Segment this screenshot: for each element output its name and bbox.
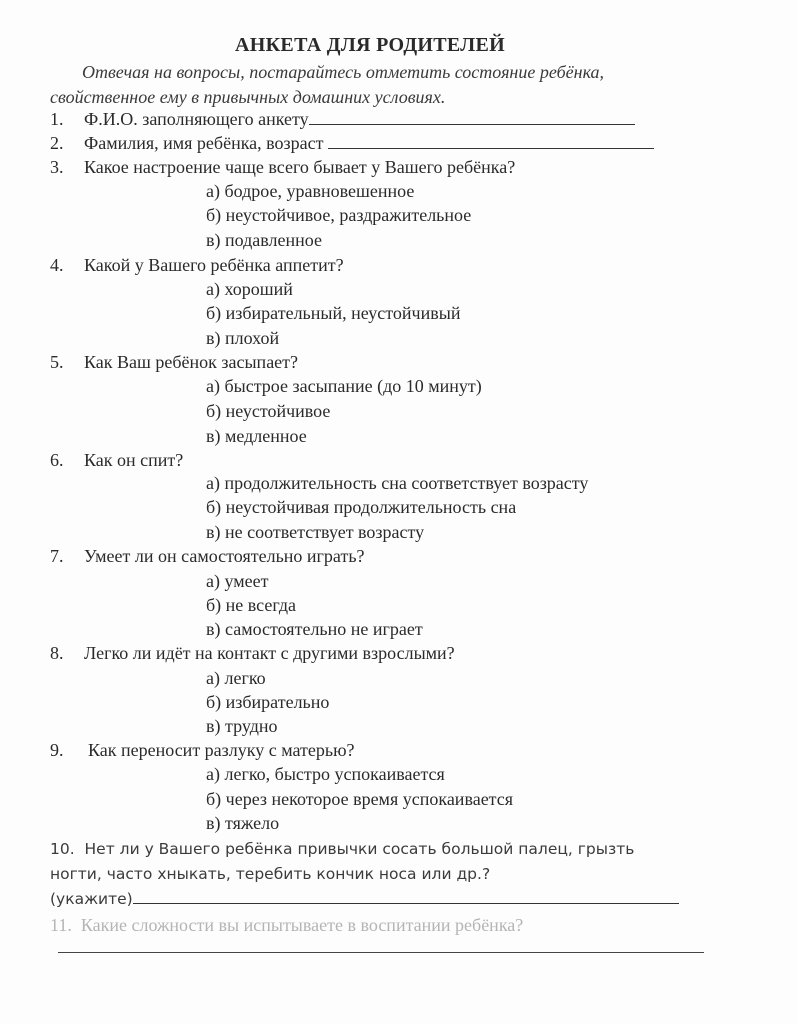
option[interactable]: в) подавленное <box>206 230 322 250</box>
question-text-continued: ногти, часто хныкать, теребить кончик носа или др.? <box>50 865 491 883</box>
answer-blank[interactable] <box>309 108 635 125</box>
question-7 <box>50 544 365 568</box>
option[interactable]: в) не соответствует возрасту <box>206 522 425 542</box>
answer-blank[interactable] <box>328 132 654 149</box>
option[interactable]: а) легко, быстро успокаивается <box>206 764 445 784</box>
question-10 <box>50 837 634 861</box>
question-10-line-2 <box>50 862 490 886</box>
option[interactable]: а) быстрое засыпание (до 10 минут) <box>206 376 482 396</box>
option[interactable]: б) избирательно <box>206 692 330 712</box>
option[interactable]: в) трудно <box>206 716 278 736</box>
option[interactable]: а) продолжительность сна соответствует возрасту <box>206 473 589 493</box>
question-number: 3. <box>50 157 64 177</box>
question-number: 6. <box>50 450 64 470</box>
question-text: Фамилия, имя ребёнка, возраст <box>84 133 324 153</box>
option[interactable]: в) медленное <box>206 426 307 446</box>
option[interactable]: б) неустойчивая продолжительность сна <box>206 497 517 517</box>
question-text: Какое настроение чаще всего бывает у Вашего ребёнка? <box>84 157 516 177</box>
question-number: 4. <box>50 255 64 275</box>
intro-text <box>50 60 730 110</box>
question-1 <box>50 107 635 131</box>
question-text: Ф.И.О. заполняющего анкету <box>84 109 309 129</box>
intro-line-2: свойственное ему в привычных домашних условиях. <box>50 87 446 107</box>
question-text: Нет ли у Вашего ребёнка привычки сосать большой палец, грызть <box>84 840 635 858</box>
question-number: 5. <box>50 352 64 372</box>
question-11 <box>50 913 523 937</box>
question-number: 7. <box>50 546 64 566</box>
question-4 <box>50 253 344 277</box>
option[interactable]: б) не всегда <box>206 595 296 615</box>
question-number: 8. <box>50 643 64 663</box>
question-number: 2. <box>50 133 64 153</box>
question-number: 1. <box>50 109 64 129</box>
question-text: Какой у Вашего ребёнка аппетит? <box>84 255 344 275</box>
question-5 <box>50 350 298 374</box>
option[interactable]: а) легко <box>206 668 266 688</box>
option[interactable]: б) неустойчивое, раздражительное <box>206 205 472 225</box>
question-text: Какие сложности вы испытываете в воспитании ребёнка? <box>80 915 524 935</box>
option[interactable]: а) хороший <box>206 279 293 299</box>
intro-line-1: Отвечая на вопросы, постарайтесь отметить состояние ребёнка, <box>82 62 605 82</box>
option[interactable]: в) самостоятельно не играет <box>206 619 423 639</box>
answer-blank[interactable] <box>133 889 679 904</box>
option[interactable]: б) избирательный, неустойчивый <box>206 303 461 323</box>
question-number: 11. <box>50 915 72 935</box>
option[interactable]: а) умеет <box>206 571 269 591</box>
option[interactable]: в) тяжело <box>206 813 280 833</box>
question-3 <box>50 155 515 179</box>
question-8 <box>50 641 455 665</box>
question-text: Умеет ли он самостоятельно играть? <box>84 546 365 566</box>
question-10-specify <box>50 887 679 911</box>
option[interactable]: б) неустойчивое <box>206 401 331 421</box>
question-number: 10. <box>50 840 75 858</box>
question-text: Как Ваш ребёнок засыпает? <box>84 352 299 372</box>
specify-label: (укажите) <box>50 890 133 908</box>
option[interactable]: а) бодрое, уравновешенное <box>206 181 415 201</box>
question-text: Как переносит разлуку с матерью? <box>88 740 355 760</box>
page-title: АНКЕТА ДЛЯ РОДИТЕЛЕЙ <box>235 34 505 56</box>
question-text: Легко ли идёт на контакт с другими взрослыми? <box>84 643 455 663</box>
option[interactable]: в) плохой <box>206 328 280 348</box>
question-9 <box>50 738 355 762</box>
option[interactable]: б) через некоторое время успокаивается <box>206 789 514 809</box>
question-2 <box>50 131 654 155</box>
answer-line[interactable] <box>58 952 704 953</box>
question-number: 9. <box>50 740 64 760</box>
question-6 <box>50 448 183 472</box>
question-text: Как он спит? <box>84 450 184 470</box>
